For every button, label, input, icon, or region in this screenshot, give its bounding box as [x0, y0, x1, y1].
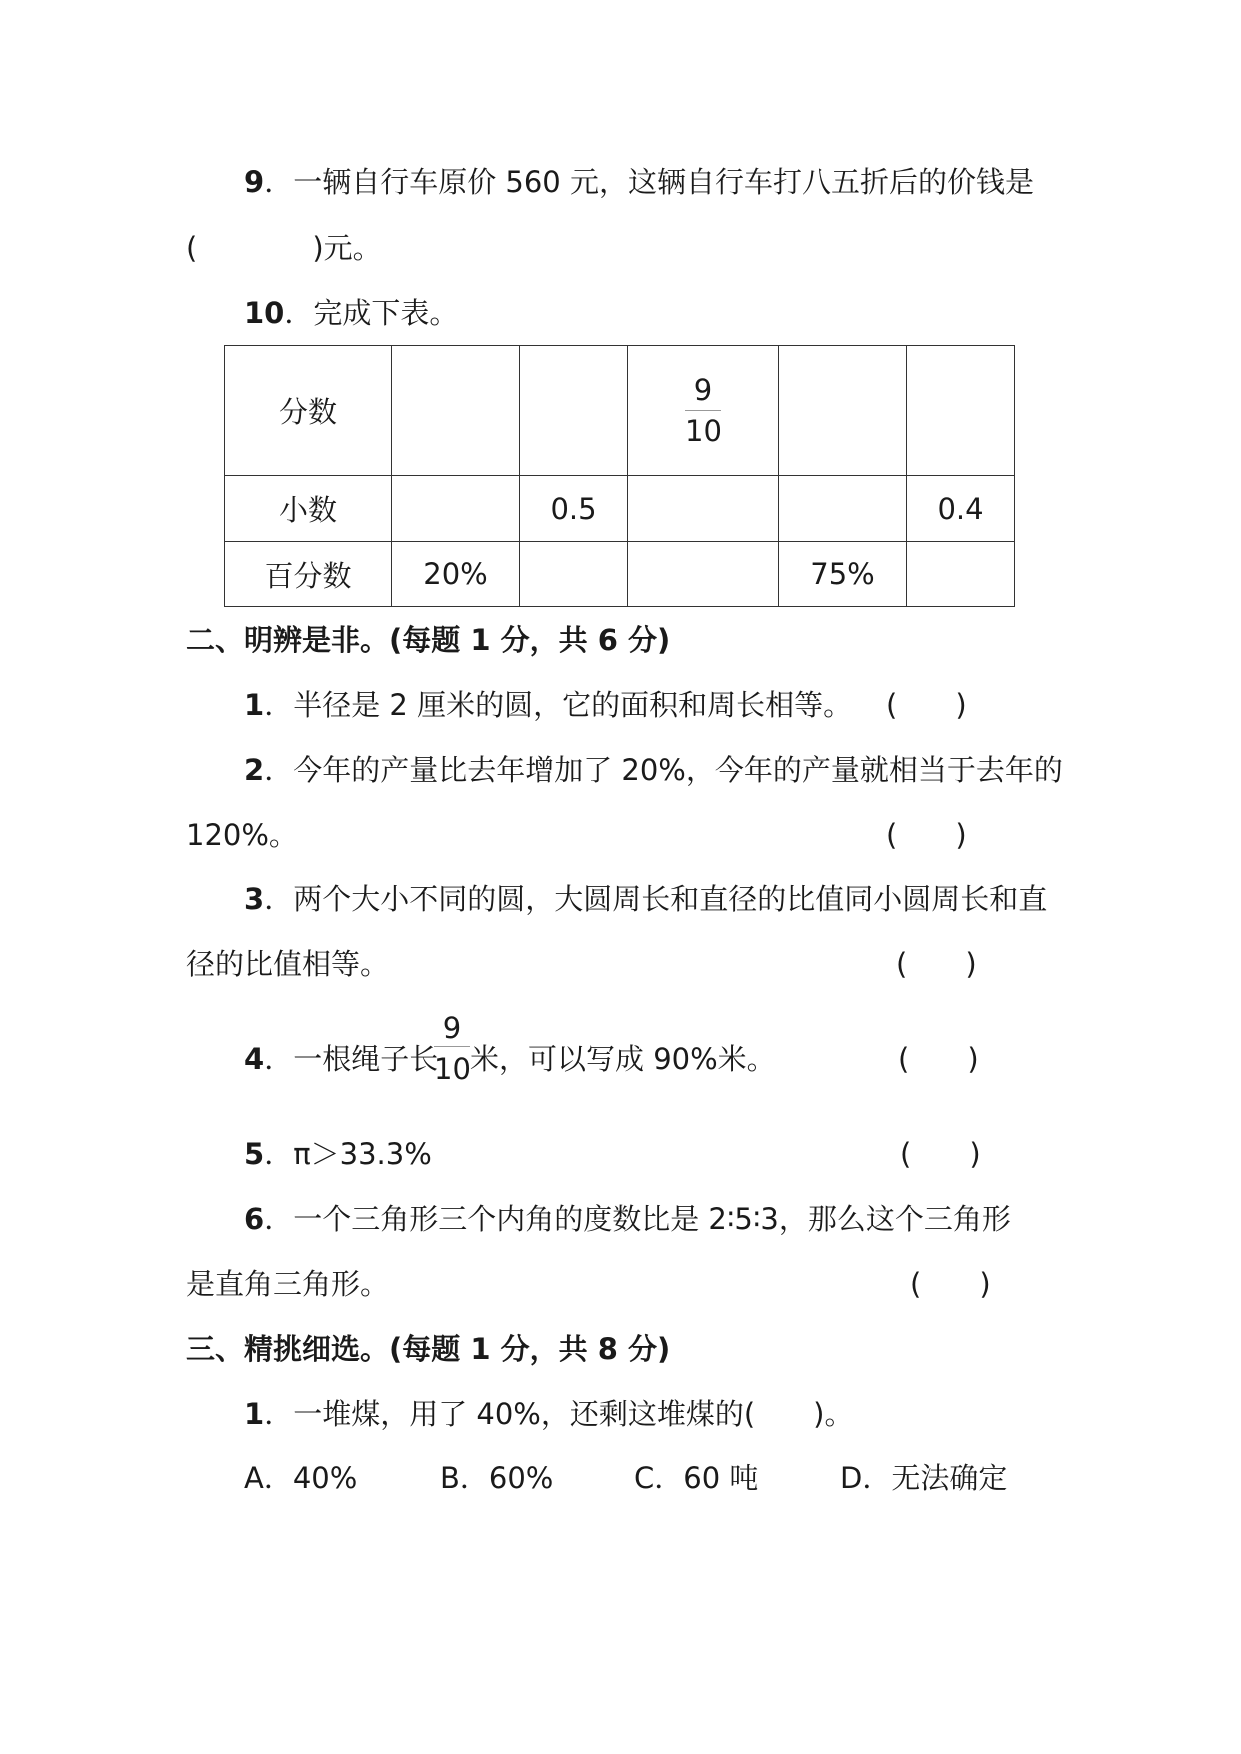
row-label: 分数	[225, 346, 392, 476]
section-3-heading: 三、精挑细选。(每题 1 分，共 8 分)	[186, 1332, 671, 1366]
section-2-heading: 二、明辨是非。(每题 1 分，共 6 分)	[186, 623, 671, 657]
question-text: ．一个三角形三个内角的度数比是 2∶5∶3，那么这个三角形	[264, 1202, 1011, 1236]
question-10-line	[244, 293, 458, 333]
question-number: 6	[244, 1202, 265, 1236]
table-cell-fraction	[628, 346, 779, 476]
choice-b[interactable]: B．60%	[440, 1461, 554, 1495]
table-cell-blank[interactable]	[779, 346, 907, 476]
answer-parentheses[interactable]: ( )	[886, 818, 967, 852]
question-text: ．半径是 2 厘米的圆，它的面积和周长相等。	[264, 688, 853, 722]
true-false-item-2-line2: 120%。	[186, 818, 298, 852]
answer-parentheses[interactable]: ( )	[900, 1137, 981, 1171]
table-cell-blank[interactable]	[628, 542, 779, 607]
conversion-table	[224, 345, 1015, 607]
answer-blank-open: (	[186, 231, 198, 265]
question-text: ．一辆自行车原价 560 元，这辆自行车打八五折后的价钱是	[264, 165, 1034, 199]
question-number: 1	[244, 688, 265, 722]
choice-question-1	[244, 1394, 854, 1434]
fraction	[434, 1010, 470, 1091]
choice-d[interactable]: D．无法确定	[840, 1461, 1008, 1495]
table-cell-blank[interactable]	[392, 476, 520, 542]
fraction-denominator: 10	[685, 414, 722, 448]
question-text: ．一根绳子长	[264, 1042, 439, 1076]
table-cell-blank[interactable]	[520, 542, 628, 607]
question-text: ．一堆煤，用了 40%，还剩这堆煤的( )。	[264, 1397, 854, 1431]
question-number: 2	[244, 753, 265, 787]
question-number: 5	[244, 1137, 265, 1171]
table-cell-value: 0.4	[907, 476, 1015, 542]
table-cell-value: 75%	[779, 542, 907, 607]
question-number: 1	[244, 1397, 265, 1431]
row-label: 百分数	[225, 542, 392, 607]
true-false-item-4	[244, 1039, 438, 1079]
true-false-item-6-line2: 是直角三角形。	[186, 1267, 390, 1301]
choice-c[interactable]: C．60 吨	[634, 1461, 759, 1495]
true-false-item-3-line2: 径的比值相等。	[186, 947, 390, 981]
true-false-item-1	[244, 685, 852, 725]
fraction-numerator: 9	[693, 373, 713, 407]
answer-parentheses[interactable]: ( )	[886, 688, 967, 722]
question-number: 10	[244, 296, 285, 330]
answer-parentheses[interactable]: ( )	[896, 947, 977, 981]
row-label: 小数	[225, 476, 392, 542]
question-9-line2	[186, 228, 382, 268]
true-false-item-5	[244, 1134, 432, 1174]
table-cell-blank[interactable]	[779, 476, 907, 542]
true-false-item-3	[244, 879, 1047, 919]
fraction-numerator: 9	[442, 1011, 462, 1045]
table-cell-blank[interactable]	[907, 346, 1015, 476]
true-false-item-6	[244, 1199, 1011, 1239]
table-row-fraction	[225, 346, 1015, 476]
table-cell-blank[interactable]	[520, 346, 628, 476]
question-text: ．完成下表。	[284, 296, 459, 330]
table-row-decimal	[225, 476, 1015, 542]
table-cell-value: 20%	[392, 542, 520, 607]
fraction-denominator: 10	[434, 1052, 471, 1086]
table-cell-blank[interactable]	[392, 346, 520, 476]
question-9-line1	[244, 162, 1034, 202]
question-number: 4	[244, 1042, 265, 1076]
question-text: ．两个大小不同的圆，大圆周长和直径的比值同小圆周长和直	[264, 882, 1048, 916]
question-text-after: 米，可以写成 90%米。	[470, 1042, 776, 1076]
table-cell-value: 0.5	[520, 476, 628, 542]
question-number: 9	[244, 165, 265, 199]
question-text: ．今年的产量比去年增加了 20%，今年的产量就相当于去年的	[264, 753, 1063, 787]
choice-a[interactable]: A．40%	[244, 1461, 358, 1495]
answer-parentheses[interactable]: ( )	[898, 1042, 979, 1076]
answer-blank-close: )元。	[312, 231, 382, 265]
true-false-item-2	[244, 750, 1063, 790]
question-text: ．π＞33.3%	[264, 1137, 432, 1171]
table-row-percent	[225, 542, 1015, 607]
answer-parentheses[interactable]: ( )	[910, 1267, 991, 1301]
question-number: 3	[244, 882, 265, 916]
table-cell-blank[interactable]	[907, 542, 1015, 607]
fraction	[685, 370, 721, 451]
table-cell-blank[interactable]	[628, 476, 779, 542]
